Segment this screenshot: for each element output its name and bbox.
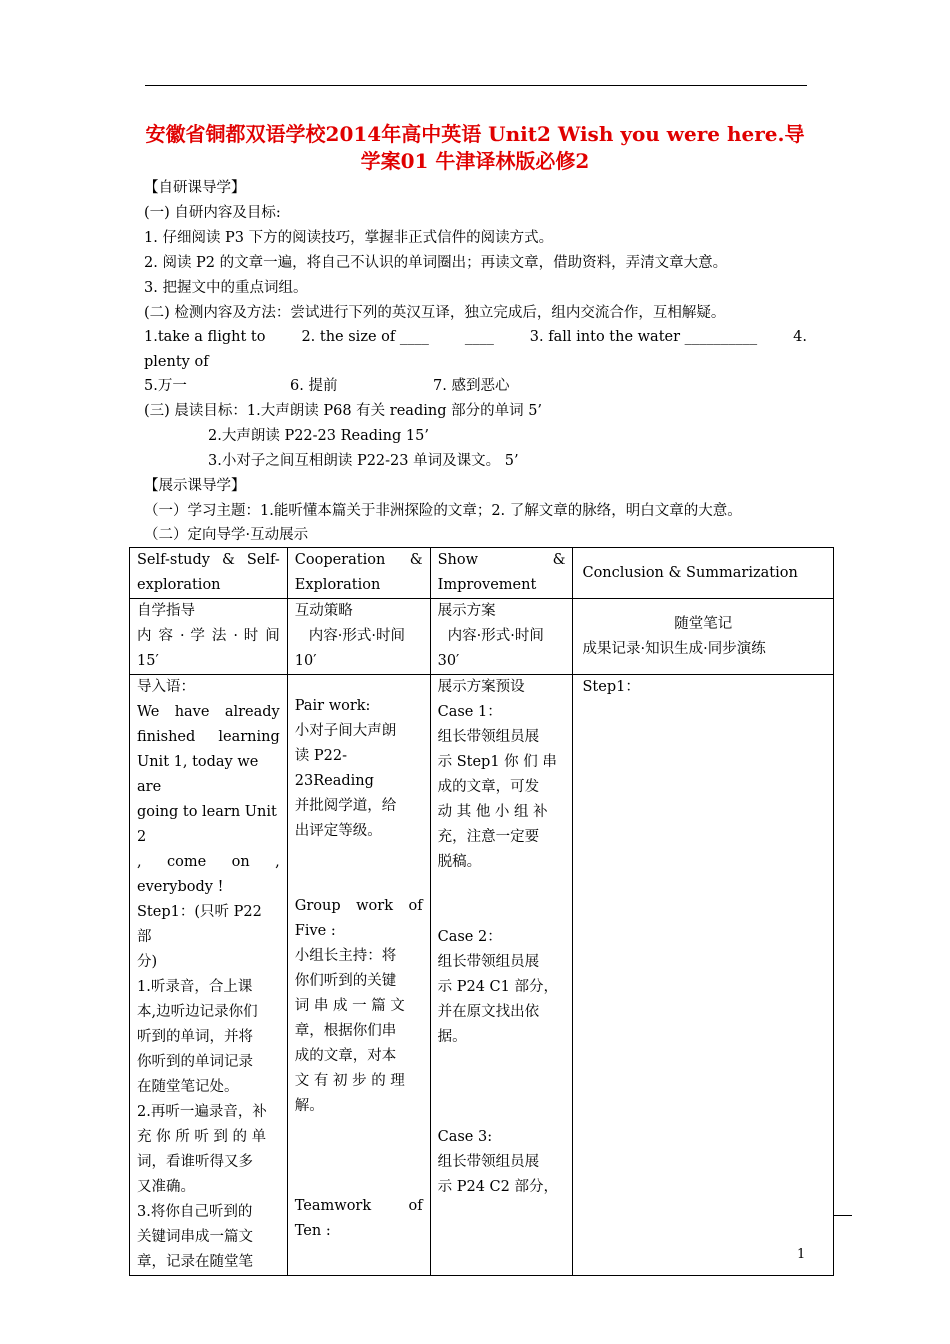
subheader-text: 随堂笔记 (674, 615, 733, 632)
header-text: Conclusion & Summarization (582, 564, 798, 581)
cell-line: 关键词串成一篇文 (137, 1229, 253, 1245)
cell-line: 词，看谁听得又多 (137, 1154, 253, 1170)
cell-line: Unit 1, today we are (137, 754, 259, 795)
morning-reading-goal-2: 2.大声朗读 P22-23 Reading 15’ (208, 428, 429, 444)
cell-line: , come on , (137, 854, 280, 870)
self-study-subheading-2: (二) 检测内容及方法：尝试进行下列的英汉互译，独立完成后，组内交流合作，互相解疑。 (144, 305, 726, 321)
cell-line: finished learning (137, 729, 280, 745)
subheader-self-study (130, 599, 288, 675)
header-rule (145, 85, 807, 86)
cell-line: Teamwork of (294, 1198, 423, 1214)
cell-line: 充 你 所 听 到 的 单 (137, 1129, 267, 1145)
self-study-item-2: 2. 阅读 P2 的文章一遍，将自己不认识的单词圈出；再读文章，借助资料，弄清文章大意。 (144, 255, 728, 271)
cell-line: 组长带领组员展 (437, 729, 540, 745)
cell-line: We have already (137, 704, 280, 720)
cell-line: 组长带领组员展 (437, 1154, 540, 1170)
cell-line: Step1：(只听 P22 部 (137, 904, 262, 945)
cell-line: 分) (137, 954, 158, 970)
cell-line: 小组长主持：将 (294, 948, 397, 964)
morning-reading-goal: (三) 晨读目标：1.大声朗读 P68 有关 reading 部分的单词 5’ (144, 403, 543, 419)
header-cooperation (287, 548, 430, 599)
cell-line: Pair work: (294, 698, 371, 714)
cell-line: Ten : (294, 1223, 331, 1239)
exercise-item: 1.take a flight to (144, 329, 266, 345)
header-text: Self-study & Self- (137, 552, 280, 568)
exercise-item: 7. 感到恶心 (433, 378, 510, 394)
exercise-item: 3. fall into the water __________ (529, 329, 758, 345)
cell-line: 展示方案预设 (437, 679, 525, 695)
exercise-row-2 (144, 374, 509, 398)
cell-line: 你听到的单词记录 (137, 1054, 253, 1070)
cell-line: going to learn Unit 2 (137, 804, 277, 845)
subheader-text: 成果记录·知识生成·同步演练 (582, 640, 766, 657)
cell-line: 并在原文找出依 (437, 1004, 540, 1020)
cell-line: 3.将你自己听到的 (137, 1204, 253, 1220)
cell-line: 据。 (437, 1029, 467, 1045)
cell-line: Case 2： (437, 929, 502, 945)
cell-line: Case 3: (437, 1129, 493, 1145)
header-text: Exploration (294, 577, 381, 593)
header-text: Show & (437, 552, 566, 568)
exercise-item: 6. 提前 (290, 378, 338, 394)
cell-line: 听到的单词，并将 (137, 1029, 253, 1045)
subheader-text: 30′ (437, 653, 460, 669)
header-text: Improvement (437, 577, 537, 593)
cell-line: 又准确。 (137, 1179, 195, 1195)
learning-theme: （一）学习主题：1.能听懂本篇关于非洲探险的文章；2. 了解文章的脉络，明白文章的大意。 (144, 503, 742, 519)
cell-line: 解。 (294, 1098, 324, 1114)
table-header-row (130, 548, 834, 599)
cell-line: 1.听录音，合上课 (137, 979, 253, 995)
self-study-heading: 【自研课导学】 (144, 180, 246, 196)
cell-line: everybody ! (137, 879, 224, 895)
self-study-item-1: 1. 仔细阅读 P3 下方的阅读技巧，掌握非正式信件的阅读方式。 (144, 230, 554, 246)
document-title (130, 121, 820, 175)
cell-line: 2.再听一遍录音，补 (137, 1104, 267, 1120)
display-study-heading: 【展示课导学】 (144, 478, 246, 494)
self-study-item-3: 3. 把握文中的重点词组。 (144, 280, 308, 296)
self-study-subheading-1: (一) 自研内容及目标: (144, 205, 281, 221)
cell-line: 成的文章，可发 (437, 779, 540, 795)
subheader-text: 10′ (294, 653, 317, 669)
subheader-text: 内容·形式·时间 (447, 628, 544, 644)
header-text: exploration (137, 577, 221, 593)
cell-line: 文 有 初 步 的 理 (294, 1073, 405, 1089)
header-self-study (130, 548, 288, 599)
cell-line: 章，记录在随堂笔 (137, 1254, 253, 1270)
cell-line: 并批阅学道，给 (294, 798, 397, 814)
subheader-text: 自学指导 (137, 603, 195, 619)
subheader-text: 内容·形式·时间 (308, 628, 405, 644)
subheader-notes (573, 599, 834, 675)
subheader-text: 内 容 · 学 法 · 时 间 (137, 628, 280, 644)
subheader-cooperation (287, 599, 430, 675)
page-number: 1 (797, 1247, 806, 1262)
cell-line: 成的文章，对本 (294, 1048, 397, 1064)
header-text: Cooperation & (294, 552, 423, 568)
exercise-item: ____ (464, 329, 494, 345)
notes-cell (573, 675, 834, 1276)
cell-line: 组长带领组员展 (437, 954, 540, 970)
cell-line: 章，根据你们串 (294, 1023, 397, 1039)
cooperation-cell (287, 675, 430, 1276)
subheader-text: 互动策略 (294, 603, 353, 619)
header-show (430, 548, 573, 599)
cell-line: 导入语： (137, 679, 195, 695)
cell-line: 脱稿。 (437, 854, 482, 870)
subheader-show (430, 599, 573, 675)
show-cell (430, 675, 573, 1276)
table-subheader-row (130, 599, 834, 675)
exercise-item: 5.万一 (144, 378, 187, 394)
cell-line: 你们听到的关键 (294, 973, 397, 989)
cell-line: 示 P24 C2 部分， (437, 1179, 558, 1195)
subheader-text: 展示方案 (437, 603, 496, 619)
cell-line: Five : (294, 923, 336, 939)
guided-interaction-heading: （二）定向导学·互动展示 (144, 527, 309, 543)
cell-line: 出评定等级。 (294, 823, 382, 839)
cell-line: 充，注意一定要 (437, 829, 540, 845)
cell-line: 词 串 成 一 篇 文 (294, 998, 405, 1014)
subheader-text: 15′ (137, 653, 159, 669)
cell-line: Step1： (582, 679, 640, 695)
cell-line: 动 其 他 小 组 补 (437, 804, 548, 820)
cell-line: 示 Step1 你 们 串 (437, 754, 557, 770)
title-line-2: 学案01 牛津译林版必修2 (360, 149, 590, 173)
cell-line: 本,边听边记录你们 (137, 1004, 258, 1020)
self-study-cell (130, 675, 288, 1276)
exercise-item: 4. (793, 329, 807, 345)
morning-reading-goal-3: 3.小对子之间互相朗读 P22-23 单词及课文。 5’ (208, 453, 519, 469)
lesson-table (129, 547, 834, 1276)
table-body-row (130, 675, 834, 1276)
cell-line: Case 1： (437, 704, 502, 720)
exercise-row-1-continued: plenty of (144, 354, 209, 370)
cell-line: 读 P22-23Reading (294, 748, 374, 789)
cell-line: Group work of (294, 898, 423, 914)
exercise-item: 2. the size of ____ (301, 329, 429, 345)
cell-line: 示 P24 C1 部分， (437, 979, 558, 995)
cell-line: 在随堂笔记处。 (137, 1079, 239, 1095)
title-line-1: 安徽省铜都双语学校2014年高中英语 Unit2 Wish you were here.导 (145, 122, 805, 146)
cell-line: 小对子间大声朗 (294, 723, 397, 739)
exercise-row-1 (144, 325, 807, 350)
header-conclusion (573, 548, 834, 599)
table-rule-extension (834, 1215, 852, 1216)
